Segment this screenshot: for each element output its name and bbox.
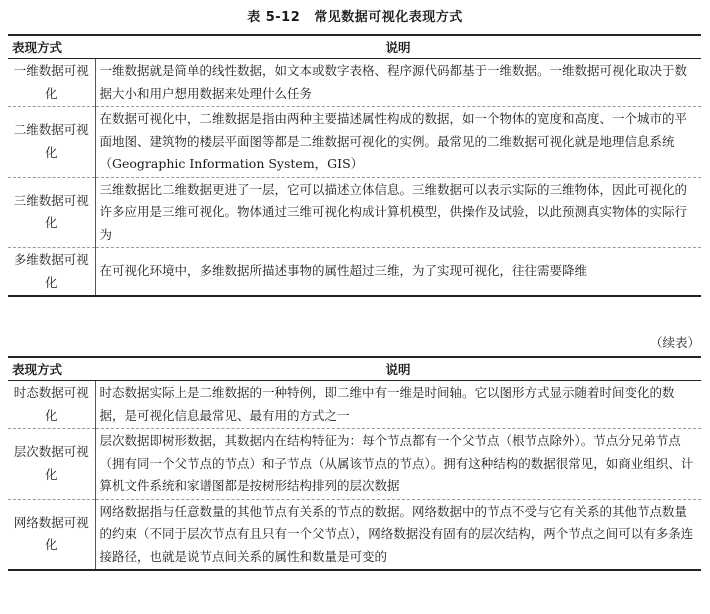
method-name: 三维数据可视化 (8, 177, 95, 248)
method-name: 一维数据可视化 (8, 59, 95, 107)
table-caption (0, 6, 710, 25)
table-row (8, 381, 701, 429)
method-name: 层次数据可视化 (8, 429, 95, 500)
table-row (8, 177, 701, 248)
method-name: 多维数据可视化 (8, 248, 95, 297)
method-name: 二维数据可视化 (8, 107, 95, 178)
column-header-method: 表现方式 (8, 35, 95, 59)
table-row (8, 248, 701, 297)
table-row (8, 429, 701, 500)
table-number: 表 5-12 (247, 10, 301, 25)
column-header-method: 表现方式 (8, 357, 95, 381)
continued-label: （续表） (649, 335, 700, 350)
method-description: 在可视化环境中，多维数据所描述事物的属性超过三维，为了实现可视化，往往需要降维 (95, 248, 701, 297)
method-description: 网络数据指与任意数量的其他节点有关系的节点的数据。网络数据中的节点不受与它有关系的其他节点数量的约束（不同于层次节点有且只有一个父节点），网络数据没有固有的层次结构，两个节点之间可以有多条连接路径，也就是说节点间关系的属性和数量是可变的 (95, 499, 701, 570)
method-description: 层次数据即树形数据，其数据内在结构特征为：每个节点都有一个父节点（根节点除外）。节点分兄弟节点（拥有同一个父节点的节点）和子节点（从属该节点的节点）。拥有这种结构的数据很常见，如商业组织、计算机文件系统和家谱图都是按树形结构排列的层次数据 (95, 429, 701, 500)
table-row (8, 59, 701, 107)
visualization-methods-table-continued (8, 356, 701, 571)
method-description: 时态数据实际上是二维数据的一种特例，即二维中有一维是时间轴。它以图形方式显示随着时间变化的数据，是可视化信息最常见、最有用的方式之一 (99, 385, 675, 423)
table-row (8, 499, 701, 570)
column-header-description: 说明 (95, 35, 701, 59)
method-description: 一维数据就是简单的线性数据，如文本或数字表格、程序源代码都基于一维数据。一维数据可视化取决于数据大小和用户想用数据来处理什么任务 (99, 63, 688, 101)
table-row (8, 107, 701, 178)
column-header-description: 说明 (95, 357, 701, 381)
method-description: 在数据可视化中，二维数据是指由两种主要描述属性构成的数据，如一个物体的宽度和高度、一个城市的平面地图、建筑物的楼层平面图等都是二维数据可视化的实例。最常见的二维数据可视化就是地理信息系统（Geographic Information System，GIS） (95, 107, 701, 178)
method-name: 网络数据可视化 (8, 499, 95, 570)
table-title: 常见数据可视化表现方式 (314, 10, 463, 25)
method-name: 时态数据可视化 (8, 381, 95, 429)
visualization-methods-table (8, 34, 701, 297)
method-description: 三维数据比二维数据更进了一层，它可以描述立体信息。三维数据可以表示实际的三维物体，因此可视化的许多应用是三维可视化。物体通过三维可视化构成计算机模型，供操作及试验，以此预测真实物体的实际行为 (95, 177, 701, 248)
